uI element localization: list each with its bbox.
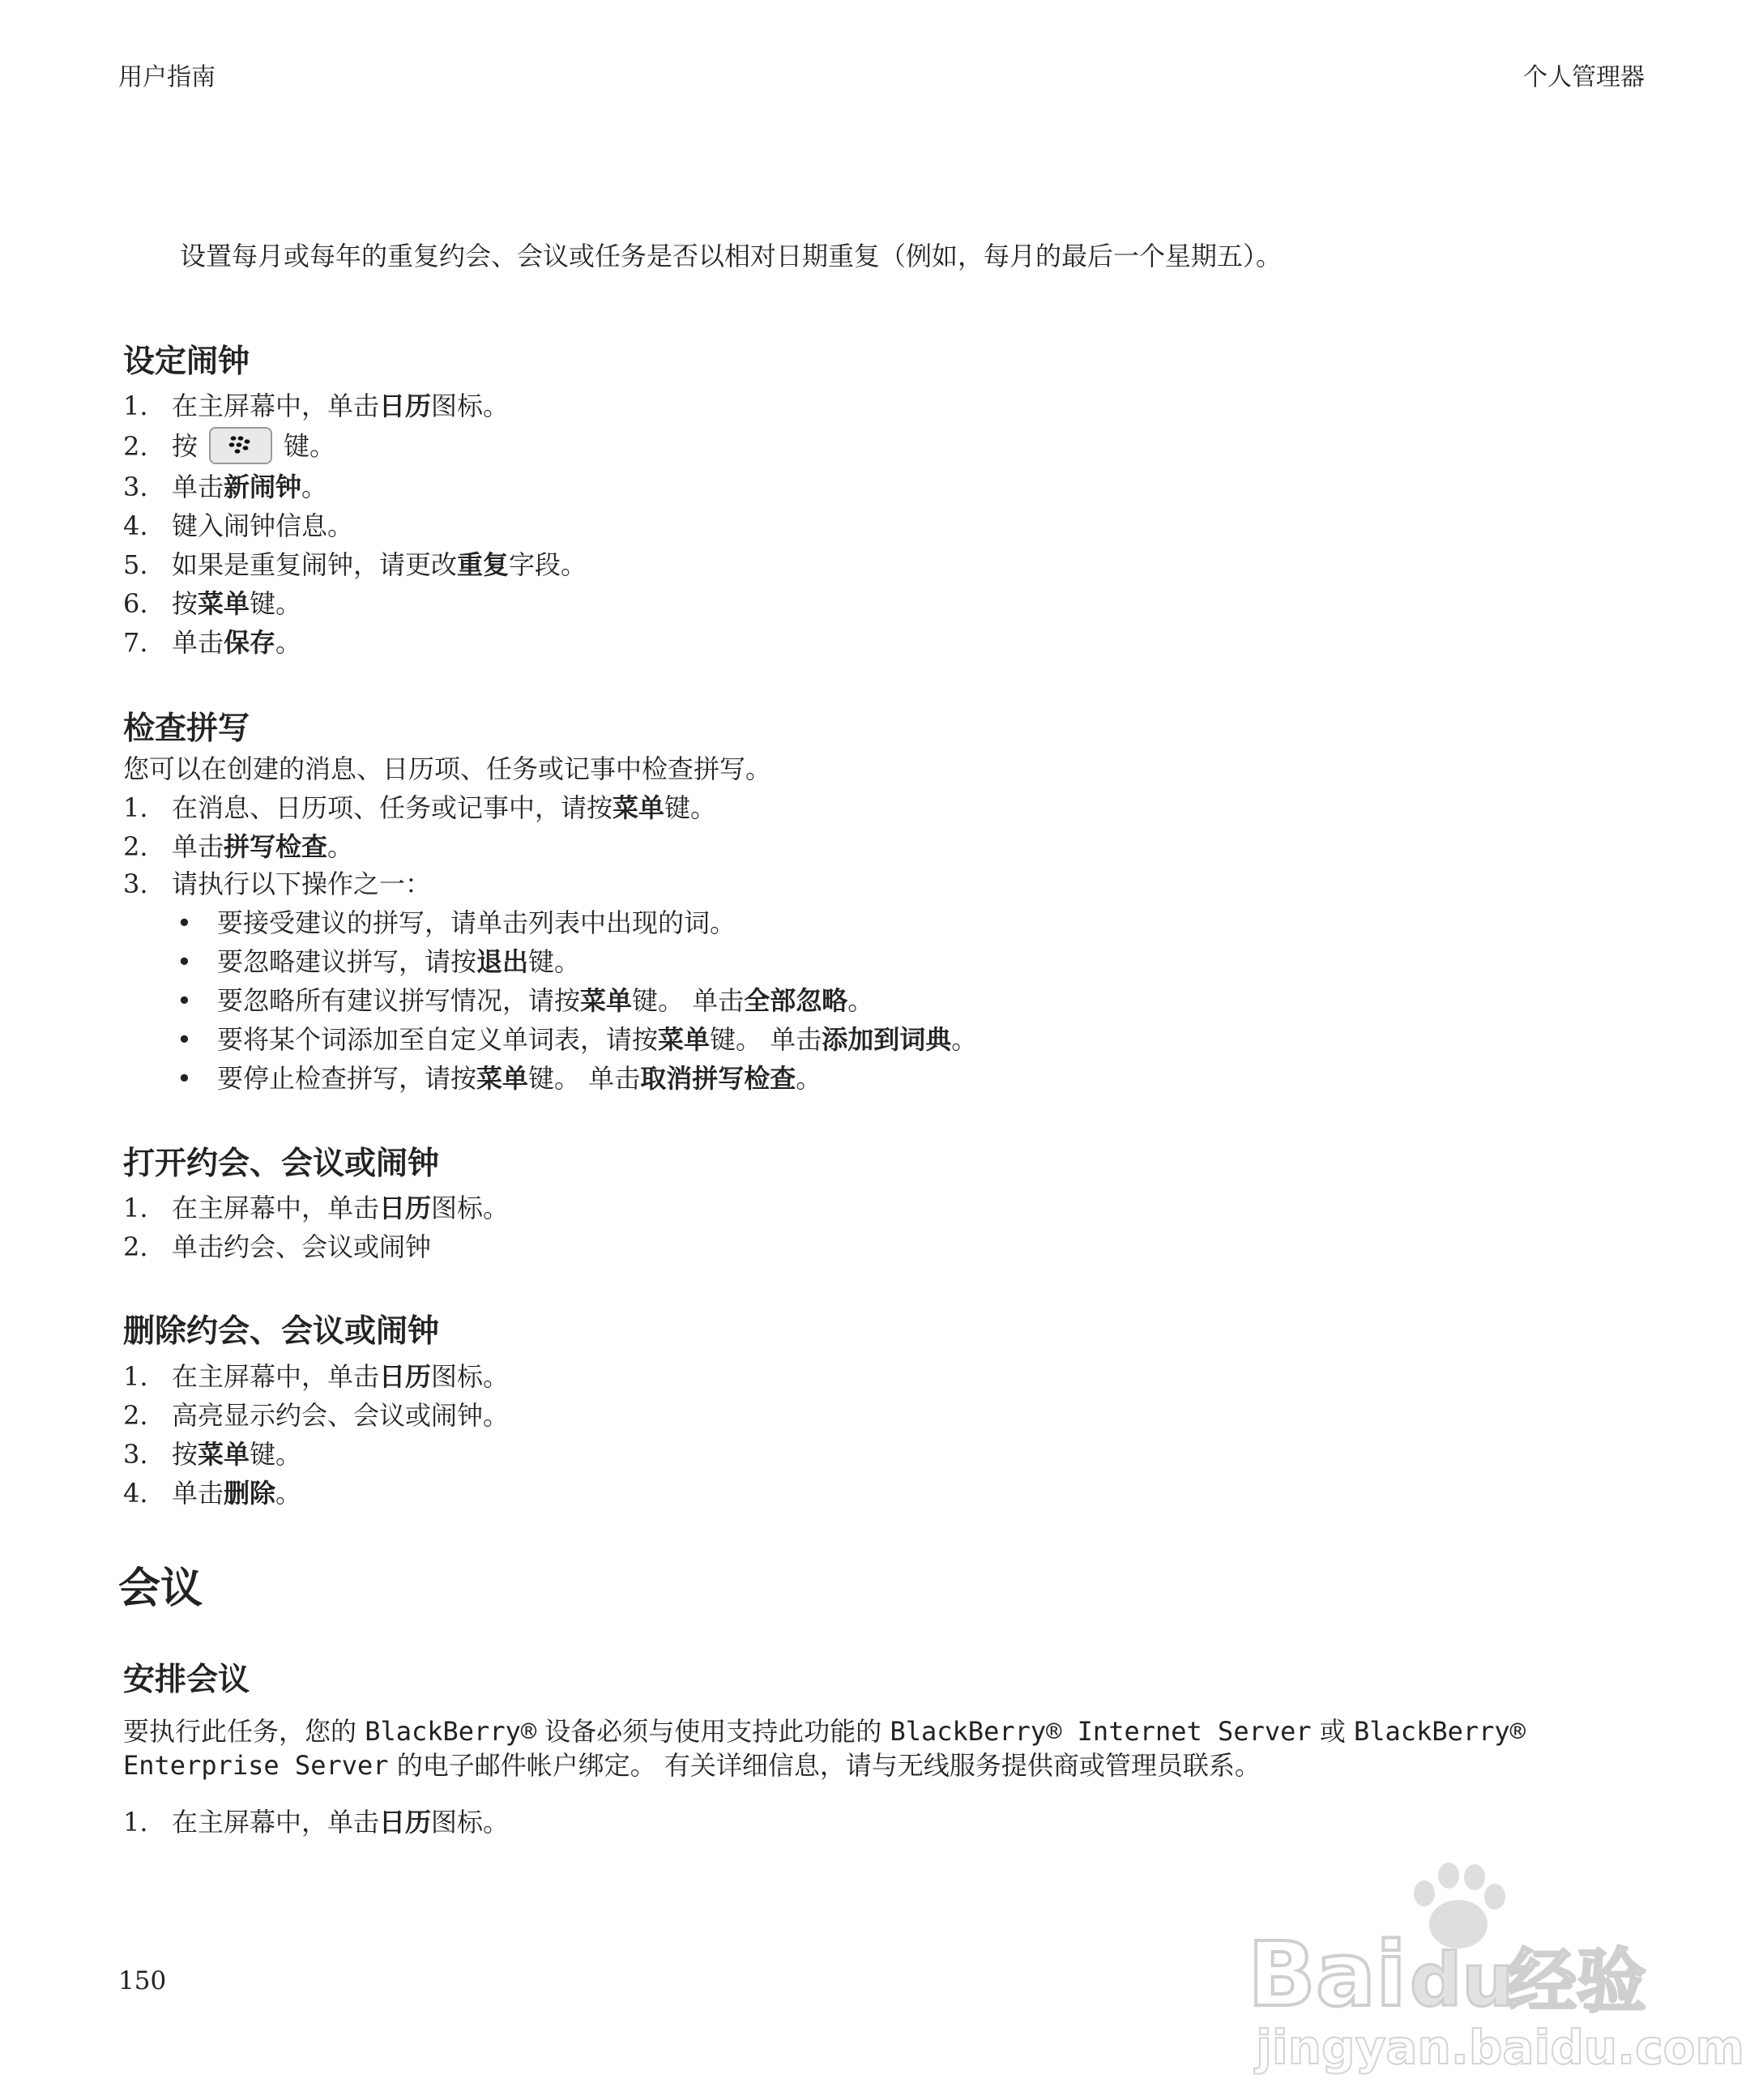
alarm-step-7: 7. 单击保存。 <box>123 627 302 658</box>
blackberry-menu-key-icon <box>209 427 272 464</box>
open-heading: 打开约会、会议或闹钟 <box>123 1146 440 1182</box>
spell-bullet-3: • 要忽略所有建议拼写情况，请按菜单键。 单击全部忽略。 <box>177 985 874 1016</box>
intro-text: 设置每月或每年的重复约会、会议或任务是否以相对日期重复（例如，每月的最后一个星期五）。 <box>180 241 1283 271</box>
delete-step-3: 3. 按菜单键。 <box>123 1439 302 1470</box>
spell-step-3: 3. 请执行以下操作之一： <box>123 869 432 899</box>
spell-step-1: 1. 在消息、日历项、任务或记事中，请按菜单键。 <box>123 792 717 823</box>
delete-heading: 删除约会、会议或闹钟 <box>123 1313 440 1350</box>
alarm-step-5: 5. 如果是重复闹钟，请更改重复字段。 <box>123 549 587 580</box>
delete-step-4: 4. 单击删除。 <box>123 1478 302 1509</box>
watermark-url: jingyan.baidu.com <box>1256 2020 1744 2075</box>
spell-intro: 您可以在创建的消息、日历项、任务或记事中检查拼写。 <box>123 753 772 784</box>
spell-step-2: 2. 单击拼写检查。 <box>123 831 354 862</box>
header-right: 个人管理器 <box>1523 63 1645 92</box>
alarm-step-1: 1. 在主屏幕中，单击日历图标。 <box>123 391 510 421</box>
meeting-heading: 会议 <box>118 1564 203 1613</box>
watermark-brand: Bai <box>1248 1923 1406 2026</box>
spell-bullet-2: • 要忽略建议拼写，请按退出键。 <box>177 946 581 977</box>
meeting-para-line-2: Enterprise Server 的电子邮件帐户绑定。 有关详细信息，请与无线服务提供商或管理员联系。 <box>123 1750 1261 1781</box>
alarm-step-6: 6. 按菜单键。 <box>123 588 302 619</box>
baidu-paw-icon <box>1414 1863 1505 1948</box>
spell-bullet-5: • 要停止检查拼写，请按菜单键。 单击取消拼写检查。 <box>177 1063 822 1094</box>
open-step-2: 2. 单击约会、会议或闹钟 <box>123 1231 432 1262</box>
alarm-heading: 设定闹钟 <box>123 344 250 380</box>
alarm-step-4: 4. 键入闹钟信息。 <box>123 510 354 541</box>
schedule-meeting-heading: 安排会议 <box>123 1662 250 1698</box>
header-left: 用户指南 <box>118 63 216 92</box>
alarm-step-2: 2. 按 键。 <box>123 429 335 467</box>
spell-bullet-4: • 要将某个词添加至自定义单词表，请按菜单键。 单击添加到词典。 <box>177 1024 978 1055</box>
spell-bullet-1: • 要接受建议的拼写，请单击列表中出现的词。 <box>177 907 736 938</box>
meeting-step-1: 1. 在主屏幕中，单击日历图标。 <box>123 1807 510 1838</box>
watermark-brand2: du <box>1410 1938 1514 2023</box>
open-step-1: 1. 在主屏幕中，单击日历图标。 <box>123 1193 510 1223</box>
page-number: 150 <box>118 1966 167 1995</box>
baidu-watermark <box>1248 1843 1744 2078</box>
alarm-step-3: 3. 单击新闹钟。 <box>123 472 328 502</box>
watermark-cn: 经验 <box>1507 1941 1646 2022</box>
spell-heading: 检查拼写 <box>123 711 250 747</box>
delete-step-1: 1. 在主屏幕中，单击日历图标。 <box>123 1361 510 1392</box>
meeting-para-line-1: 要执行此任务，您的 BlackBerry® 设备必须与使用支持此功能的 BlackBerry® Internet Server 或 BlackBerry® <box>123 1716 1526 1747</box>
delete-step-2: 2. 高亮显示约会、会议或闹钟。 <box>123 1400 510 1431</box>
